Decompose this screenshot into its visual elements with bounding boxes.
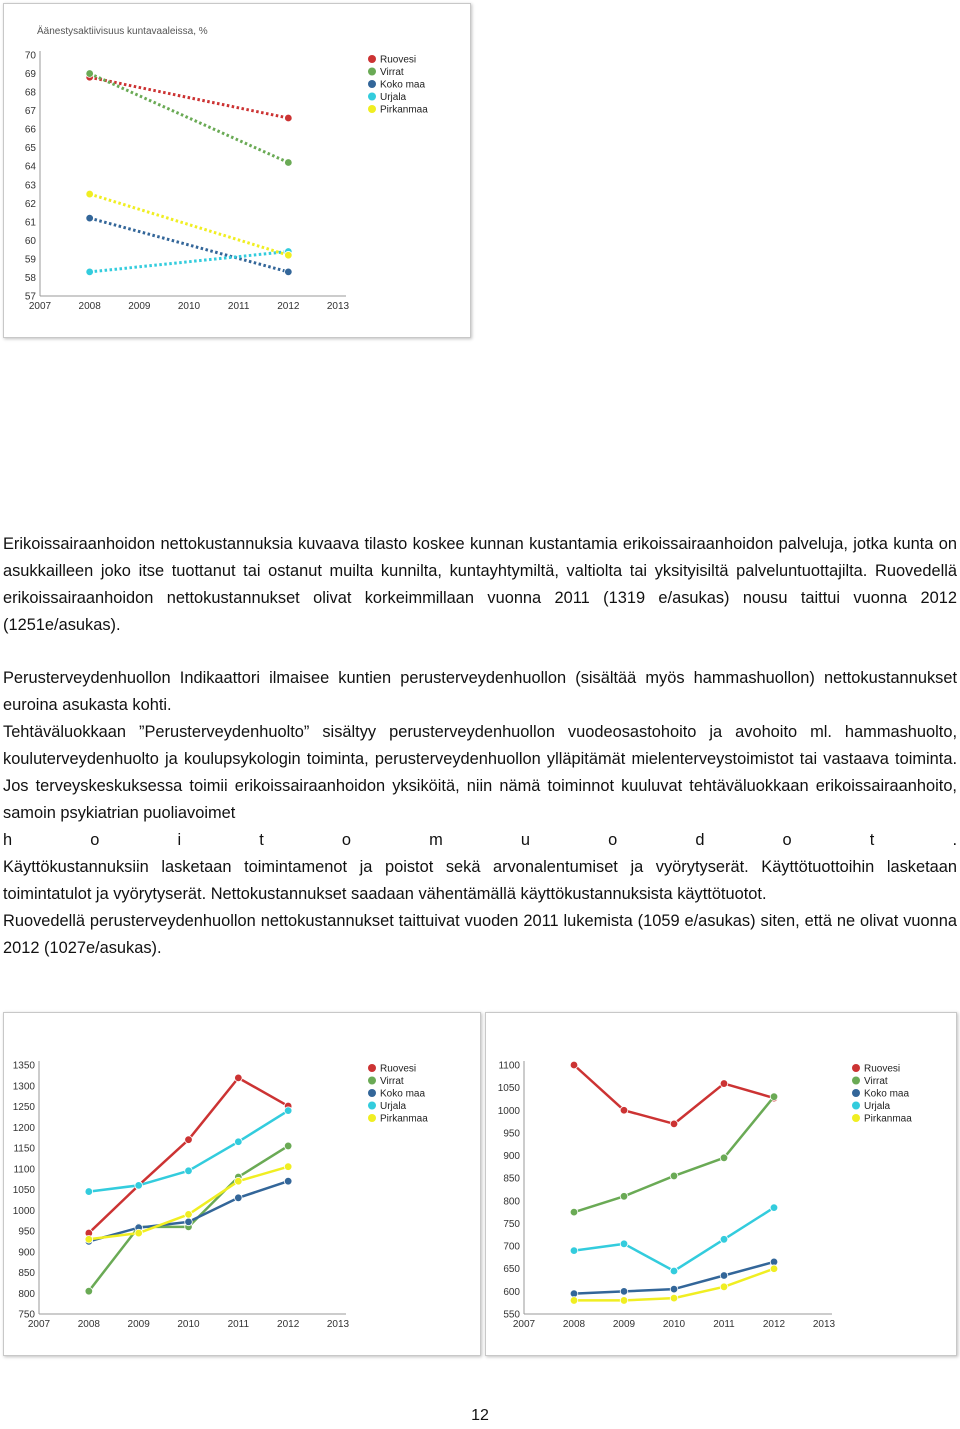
chart3-y-tick: 1100 [498, 1060, 520, 1072]
chart1-y-tick: 58 [24, 272, 36, 284]
chart3-y-tick: 550 [503, 1309, 520, 1321]
chart1-y-tick: 63 [24, 180, 36, 192]
chart2-data-point [85, 1236, 93, 1244]
chart3-data-point [670, 1285, 678, 1293]
chart3-legend-marker [852, 1089, 860, 1097]
chart1-y-tick: 70 [24, 50, 36, 62]
chart1-legend-marker [368, 55, 376, 63]
chart3-data-point [620, 1240, 628, 1248]
chart3-x-tick: 2007 [512, 1319, 536, 1330]
chart1-y-tick: 62 [24, 198, 36, 210]
chart2-legend-marker [368, 1089, 376, 1097]
chart2-y-tick: 1150 [13, 1143, 35, 1155]
chart1-x-tick: 2013 [326, 301, 350, 312]
chart1-data-point [86, 70, 94, 78]
chart3-y-tick: 800 [503, 1196, 520, 1208]
chart3-y-tick: 700 [503, 1241, 520, 1253]
chart2-legend-label: Ruovesi [380, 1063, 417, 1075]
paragraph-ruovesi-primary-care: Ruovedellä perusterveydenhuollon nettokustannukset taittuivat vuoden 2011 lukemista (1059 e/asukas) siten, että ne olivat vuonna 2012 (1027e/asukas). [3, 912, 957, 957]
chart3-data-point [670, 1120, 678, 1128]
chart3-y-tick: 650 [503, 1264, 520, 1276]
chart1-series-line [90, 252, 289, 272]
chart3-y-tick: 1050 [497, 1083, 520, 1095]
chart1-data-point [285, 268, 293, 276]
chart2-legend-marker [368, 1114, 376, 1122]
chart-primary-care-costs [485, 1012, 957, 1356]
chart1-data-point [86, 268, 94, 276]
text-specialized-care [3, 531, 957, 639]
chart2-legend-label: Urjala [380, 1101, 407, 1112]
chart2-y-tick: 1300 [12, 1081, 35, 1093]
chart2-x-tick: 2010 [177, 1319, 200, 1330]
paragraph-spaced-word: h o i t o m u o d o t . [3, 831, 957, 849]
chart3-data-point [770, 1265, 778, 1273]
chart2-y-tick: 1350 [12, 1060, 35, 1072]
chart2-series-line [89, 1111, 288, 1192]
chart3-data-point [670, 1172, 678, 1180]
chart3-y-tick: 850 [503, 1173, 520, 1185]
chart2-legend-label: Koko maa [380, 1088, 426, 1100]
chart1-legend-marker [368, 80, 376, 88]
chart3-legend-label: Virrat [864, 1076, 888, 1087]
chart3-x-tick: 2009 [612, 1319, 636, 1330]
chart3-y-tick: 600 [503, 1286, 520, 1298]
chart3-data-point [770, 1204, 778, 1212]
chart-specialized-care-costs [3, 1012, 481, 1356]
chart3-data-point [720, 1272, 728, 1280]
chart1-y-tick: 60 [24, 235, 36, 247]
chart1-legend-label: Virrat [380, 67, 404, 78]
chart3-x-tick: 2012 [762, 1319, 786, 1330]
chart1-series-line [90, 194, 289, 255]
chart2-data-point [235, 1074, 243, 1082]
chart3-data-point [670, 1267, 678, 1275]
chart2-data-point [284, 1177, 292, 1185]
chart2-y-tick: 800 [18, 1288, 35, 1300]
chart3-data-point [770, 1093, 778, 1101]
chart2-legend-marker [368, 1077, 376, 1085]
chart3-legend-label: Koko maa [864, 1088, 910, 1100]
chart2-y-tick: 1100 [13, 1164, 35, 1176]
chart3-x-tick: 2010 [662, 1319, 686, 1330]
chart-voter-turnout [3, 3, 471, 338]
chart1-y-tick: 59 [24, 254, 36, 266]
chart2-data-point [235, 1138, 243, 1146]
text-primary-care [3, 665, 957, 962]
chart2-data-point [185, 1167, 193, 1175]
chart1-legend-marker [368, 68, 376, 76]
chart2-legend-marker [368, 1064, 376, 1072]
chart3-data-point [720, 1154, 728, 1162]
chart3-series-line [574, 1065, 774, 1124]
chart3-x-tick: 2011 [713, 1319, 735, 1330]
chart2-x-tick: 2007 [27, 1319, 51, 1330]
chart1-data-point [285, 251, 293, 259]
chart1-title: Äänestysaktiivisuus kuntavaaleissa, % [37, 26, 208, 37]
chart1-legend-label: Ruovesi [380, 54, 417, 66]
paragraph-specialized-care: Erikoissairaanhoidon nettokustannuksia kuvaava tilasto koskee kunnan kustantamia erikoissairaanhoidon palveluja, jotka kunta on asukkailleen joko itse tuottanut tai ostanut muilta kunnilta, kuntayhtymiltä, valtiolta tai yksityisiltä palveluntuottajilta. Ruovedellä erikoissairaanhoidon nettokustannukset olivat korkeimmillaan vuonna 2011 (1319 e/asukas) nousu taittui vuonna 2012 (1251e/asukas). [3, 535, 957, 634]
chart1-data-point [285, 159, 293, 167]
chart3-data-point [570, 1247, 578, 1255]
chart2-y-tick: 1200 [12, 1122, 35, 1134]
chart2-y-tick: 1050 [12, 1185, 35, 1196]
chart2-y-tick: 900 [18, 1247, 35, 1259]
chart3-legend-marker [852, 1064, 860, 1072]
chart3-x-tick: 2013 [812, 1319, 836, 1330]
paragraph-primary-care-category: Tehtäväluokkaan ”Perusterveydenhuolto” sisältyy perusterveydenhuollon vuodeosastohoito ja avohoito ml. hammashuolto, kouluterveydenhuolto ja koulupsykologin toiminta, perusterveydenhuollon ylläpitämät mielenterveystoimistot tai vastaava toiminta. Jos terveyskeskuksessa toimii erikoissairaanhoidon yksiköitä, niin nämä toiminnot kuuluvat tehtäväluokkaan erikoissairaanhoito, samoin psykiatrian puoliavoimet [3, 723, 957, 822]
chart2-y-tick: 950 [18, 1226, 35, 1238]
chart3-series-line [574, 1208, 774, 1271]
chart1-series-line [90, 74, 289, 163]
chart3-data-point [720, 1080, 728, 1088]
chart2-x-tick: 2013 [326, 1319, 350, 1330]
chart1-legend-marker [368, 105, 376, 113]
chart3-y-tick: 900 [503, 1151, 520, 1163]
chart1-legend-label: Pirkanmaa [380, 104, 428, 116]
chart3-data-point [620, 1106, 628, 1114]
chart1-y-tick: 66 [24, 124, 36, 136]
chart2-y-tick: 750 [18, 1309, 35, 1321]
chart3-data-point [620, 1192, 628, 1200]
chart2-data-point [135, 1229, 143, 1237]
chart1-y-tick: 65 [24, 143, 36, 155]
chart2-data-point [185, 1136, 193, 1144]
chart2-x-tick: 2011 [227, 1319, 250, 1330]
chart3-series-line [574, 1097, 774, 1212]
chart2-y-tick: 850 [18, 1268, 35, 1279]
chart2-data-point [284, 1107, 292, 1115]
chart2-data-point [185, 1218, 193, 1226]
chart2-data-point [235, 1194, 243, 1202]
chart3-data-point [720, 1283, 728, 1291]
chart2-data-point [135, 1182, 143, 1190]
chart2-y-tick: 1000 [12, 1205, 35, 1217]
chart1-y-tick: 67 [24, 106, 36, 118]
chart3-legend-marker [852, 1114, 860, 1122]
chart3-legend-label: Ruovesi [864, 1063, 901, 1075]
chart2-x-tick: 2009 [127, 1319, 150, 1330]
chart-primary-care-costs-svg [486, 1013, 956, 1355]
chart3-data-point [620, 1288, 628, 1296]
chart3-legend-marker [852, 1102, 860, 1110]
chart1-legend-label: Urjala [380, 92, 407, 103]
chart2-data-point [85, 1287, 93, 1295]
chart1-y-tick: 61 [24, 217, 36, 229]
chart3-y-tick: 1000 [497, 1105, 520, 1117]
chart2-x-tick: 2012 [277, 1319, 300, 1330]
chart3-legend-label: Pirkanmaa [864, 1113, 912, 1125]
chart1-legend-marker [368, 93, 376, 101]
chart3-data-point [620, 1297, 628, 1305]
chart3-data-point [720, 1236, 728, 1244]
chart3-y-tick: 950 [503, 1128, 520, 1140]
page-number: 12 [471, 1407, 489, 1424]
chart3-data-point [570, 1208, 578, 1216]
chart3-x-tick: 2008 [562, 1319, 586, 1330]
paragraph-operating-costs: Käyttökustannuksiin lasketaan toimintamenot ja poistot sekä arvonalentumiset ja vyörytyserät. Käyttötuottoihin lasketaan toimintatulot ja vyörytyserät. Nettokustannukset saadaan vähentämällä käyttökustannuksista käyttötuotot. [3, 858, 957, 903]
chart1-legend-label: Koko maa [380, 79, 426, 91]
chart2-data-point [235, 1177, 243, 1185]
chart-specialized-care-costs-svg [4, 1013, 480, 1355]
chart3-legend-label: Urjala [864, 1101, 891, 1112]
chart2-data-point [85, 1188, 93, 1196]
chart2-y-tick: 1250 [12, 1102, 35, 1113]
chart2-legend-marker [368, 1102, 376, 1110]
chart1-y-tick: 69 [24, 69, 36, 81]
chart1-x-tick: 2010 [177, 301, 201, 312]
chart2-legend-label: Pirkanmaa [380, 1113, 428, 1125]
chart1-x-tick: 2007 [28, 301, 52, 312]
chart1-data-point [86, 190, 94, 198]
chart1-data-point [86, 214, 94, 222]
chart1-x-tick: 2012 [277, 301, 300, 312]
chart-voter-turnout-svg [4, 4, 470, 337]
chart2-data-point [185, 1211, 193, 1219]
chart2-data-point [284, 1163, 292, 1171]
chart1-data-point [285, 114, 293, 122]
chart2-data-point [284, 1142, 292, 1150]
chart2-x-tick: 2008 [77, 1319, 100, 1330]
chart2-legend-label: Virrat [380, 1076, 404, 1087]
chart1-series-line [90, 77, 289, 118]
chart1-x-tick: 2008 [78, 301, 101, 312]
chart1-y-tick: 64 [24, 161, 36, 173]
chart3-y-tick: 750 [503, 1218, 520, 1230]
chart1-y-tick: 57 [24, 291, 36, 303]
chart1-x-tick: 2009 [128, 301, 151, 312]
chart3-data-point [670, 1294, 678, 1302]
chart1-y-tick: 68 [24, 87, 36, 99]
chart1-x-tick: 2011 [227, 301, 250, 312]
chart3-data-point [570, 1297, 578, 1305]
paragraph-primary-care-indicator: Perusterveydenhuollon Indikaattori ilmaisee kuntien perusterveydenhuollon (sisältää myös hammashuollon) nettokustannukset euroina asukasta kohti. [3, 669, 957, 714]
chart2-series-line [89, 1078, 288, 1233]
chart3-data-point [570, 1061, 578, 1069]
chart3-legend-marker [852, 1077, 860, 1085]
